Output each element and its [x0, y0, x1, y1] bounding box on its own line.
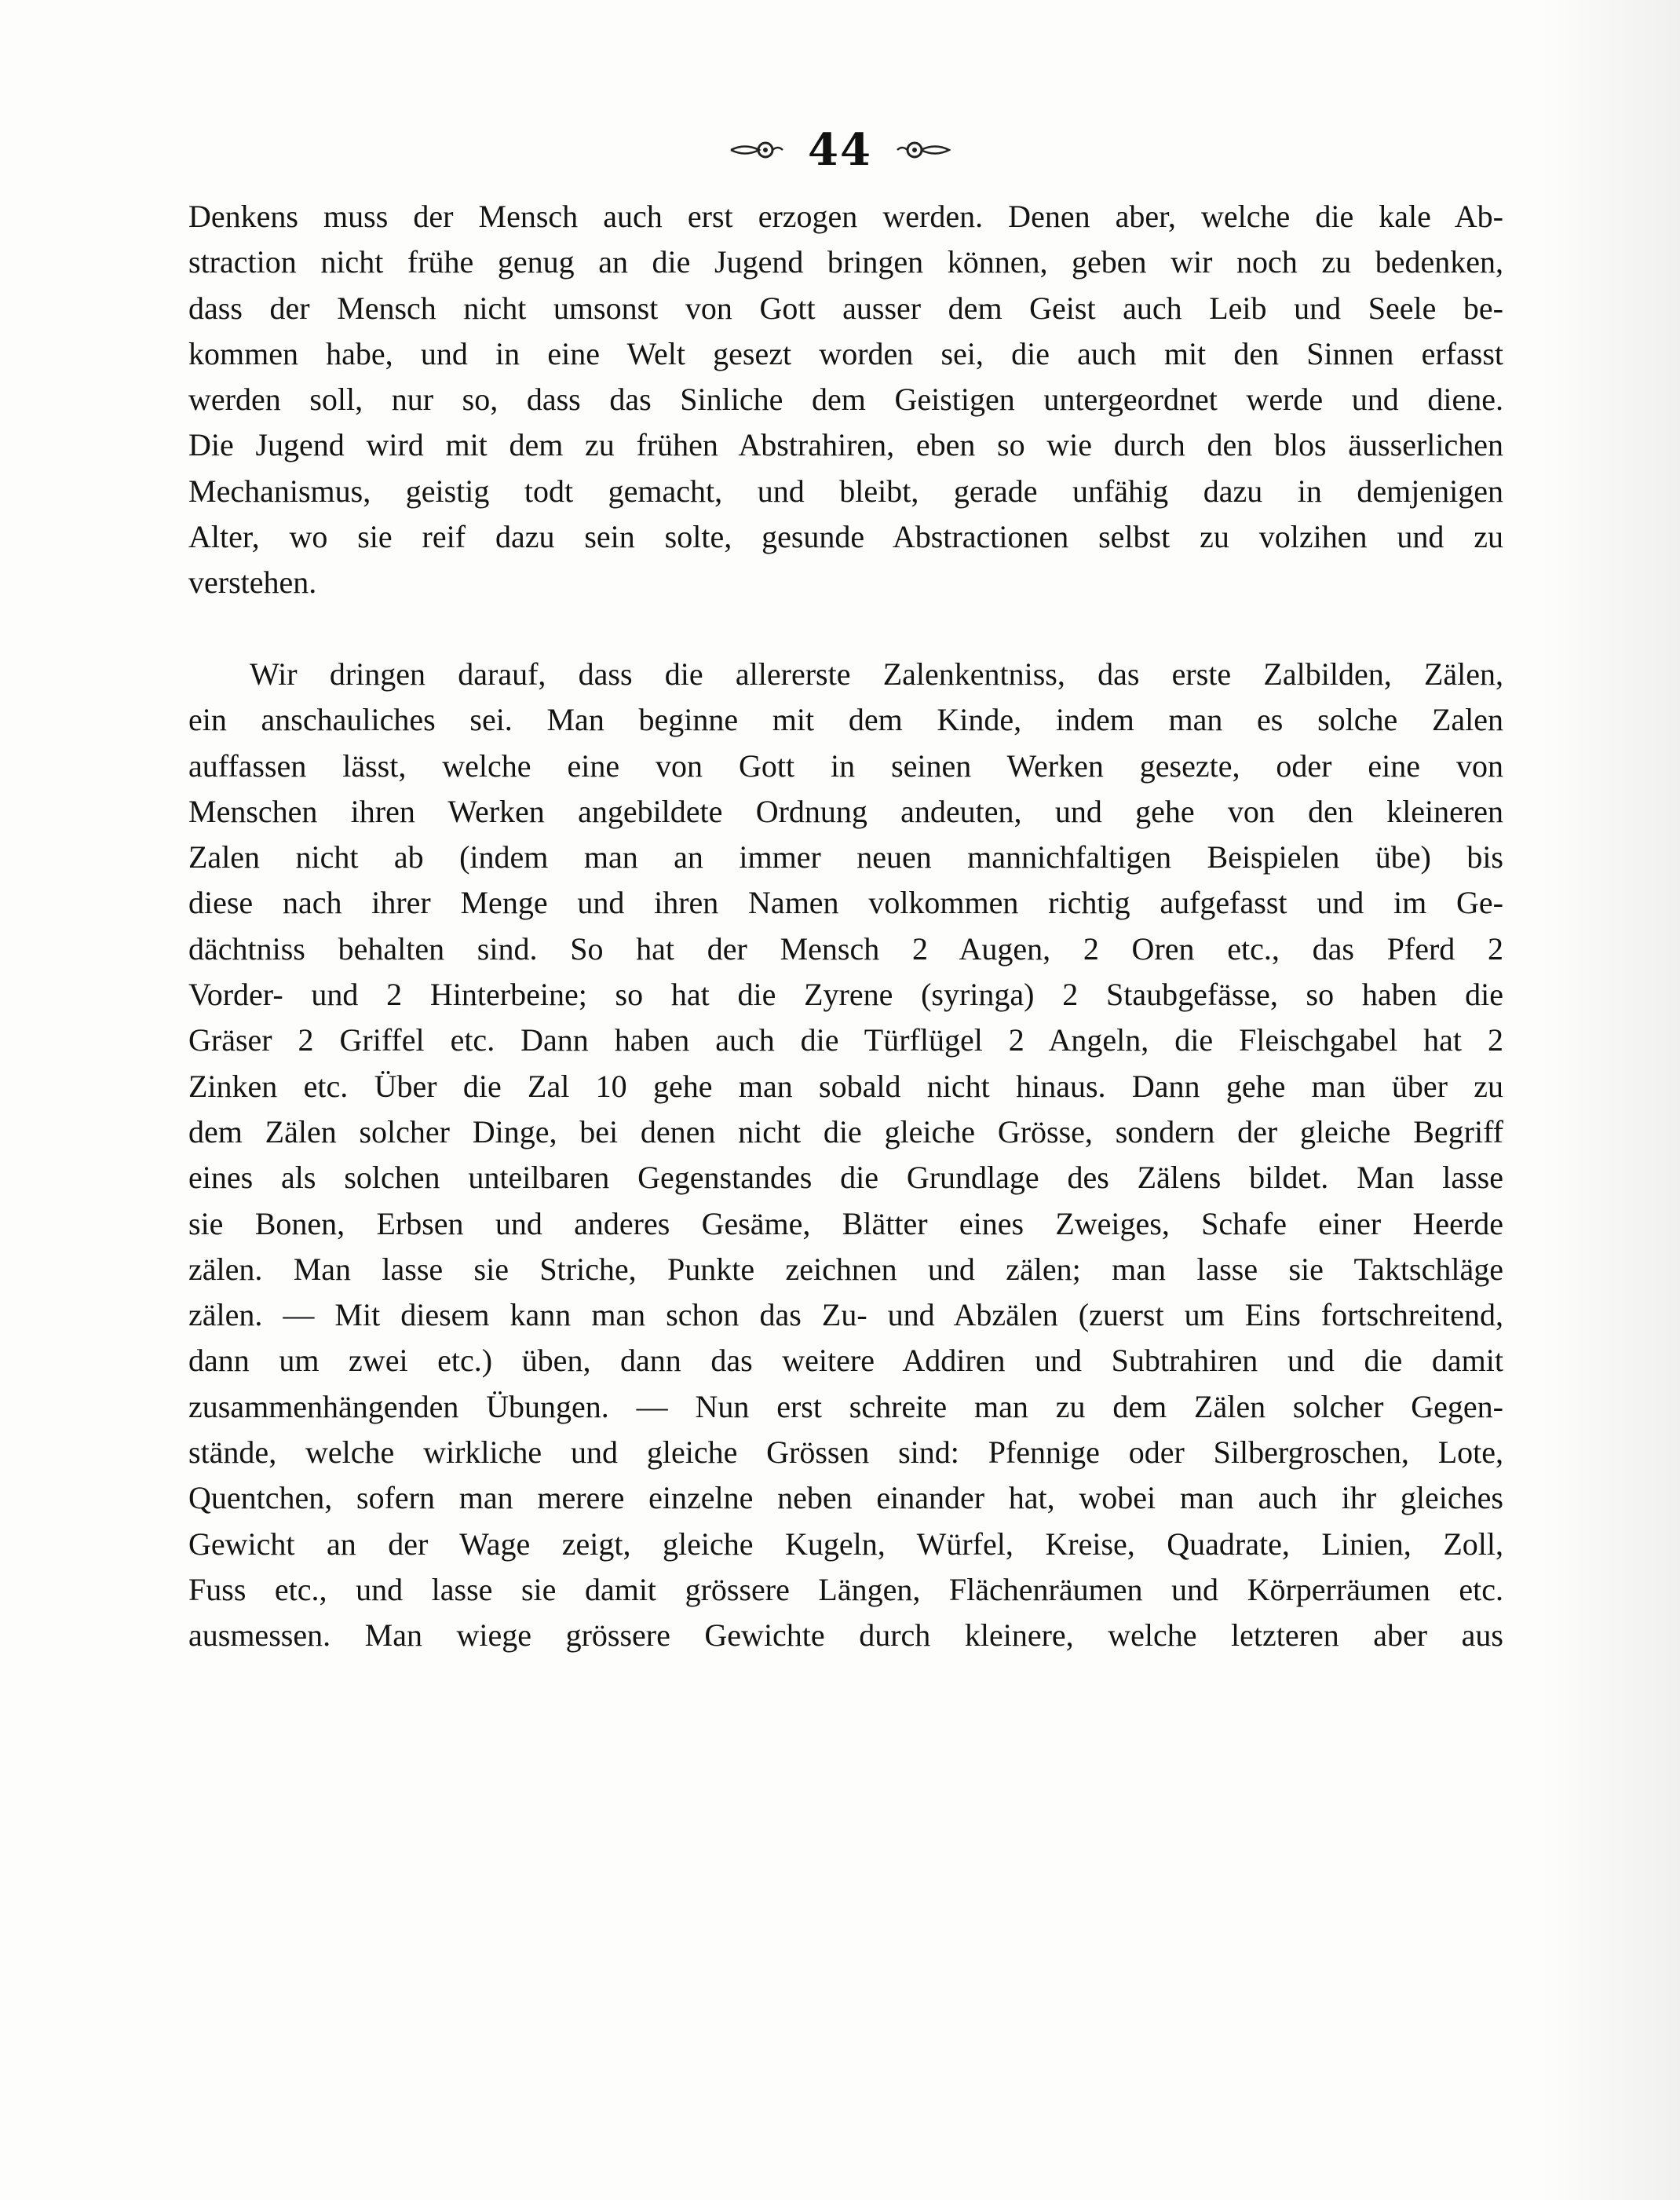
text-line: eines als solchen unteilbaren Gegenstandes die Grundlage des Zälens bildet. Man lasse	[188, 1160, 1503, 1196]
text-line: sie Bonen, Erbsen und anderes Gesäme, Blätter eines Zweiges, Schafe einer Heerde	[188, 1205, 1503, 1241]
text-line: diese nach ihrer Menge und ihren Namen volkommen richtig aufgefasst und im Ge-	[188, 885, 1503, 921]
text-line: Alter, wo sie reif dazu sein solte, gesunde Abstractionen selbst zu volzihen und zu	[188, 519, 1503, 555]
text-line: straction nicht frühe genug an die Jugend bringen können, geben wir noch zu bedenken,	[188, 244, 1503, 280]
text-line: Die Jugend wird mit dem zu frühen Abstrahiren, eben so wie durch den blos äusserlichen	[188, 427, 1503, 463]
left-ornament-icon	[729, 138, 784, 162]
text-line: werden soll, nur so, dass das Sinliche dem Geistigen untergeordnet werde und diene.	[188, 382, 1503, 418]
text-line: zälen. Man lasse sie Striche, Punkte zeichnen und zälen; man lasse sie Taktschläge	[188, 1251, 1503, 1287]
text-line: Gräser 2 Griffel etc. Dann haben auch die Türflügel 2 Angeln, die Fleischgabel hat 2	[188, 1022, 1503, 1058]
text-line: ausmessen. Man wiege grössere Gewichte durch kleinere, welche letzteren aber aus	[188, 1617, 1503, 1654]
text-line: Zalen nicht ab (indem man an immer neuen mannichfaltigen Beispielen übe) bis	[188, 839, 1503, 875]
text-line: zälen. — Mit diesem kann man schon das Zu- und Abzälen (zuerst um Eins fortschreitend,	[188, 1297, 1503, 1333]
text-line: Denkens muss der Mensch auch erst erzogen werden. Denen aber, welche die kale Ab-	[188, 199, 1503, 234]
text-line: Wir dringen darauf, dass die allererste Zalenkentniss, das erste Zalbilden, Zälen,	[250, 656, 1503, 692]
text-line: Vorder- und 2 Hinterbeine; so hat die Zyrene (syringa) 2 Staubgefässe, so haben die	[188, 977, 1503, 1013]
text-line: dass der Mensch nicht umsonst von Gott ausser dem Geist auch Leib und Seele be-	[188, 290, 1503, 326]
text-line: zusammenhängenden Übungen. — Nun erst schreite man zu dem Zälen solcher Gegen-	[188, 1388, 1503, 1424]
paragraph-gap	[188, 606, 1503, 652]
text-line: verstehen.	[188, 565, 317, 601]
text-line: kommen habe, und in eine Welt gesezt worden sei, die auch mit den Sinnen erfasst	[188, 335, 1503, 371]
text-line: Gewicht an der Wage zeigt, gleiche Kugeln, Würfel, Kreise, Quadrate, Linien, Zoll,	[188, 1526, 1503, 1562]
page-header	[0, 124, 1680, 176]
body-text	[188, 194, 1503, 1659]
text-line: Zinken etc. Über die Zal 10 gehe man sobald nicht hinaus. Dann gehe man über zu	[188, 1068, 1503, 1104]
right-ornament-icon	[896, 138, 951, 162]
text-line: dem Zälen solcher Dinge, bei denen nicht die gleiche Grösse, sondern der gleiche Begriff	[188, 1113, 1503, 1149]
text-line: Menschen ihren Werken angebildete Ordnung andeuten, und gehe von den kleineren	[188, 793, 1503, 829]
text-line: auffassen lässt, welche eine von Gott in seinen Werken gesezte, oder eine von	[188, 747, 1503, 784]
text-line: dächtniss behalten sind. So hat der Mensch 2 Augen, 2 Oren etc., das Pferd 2	[188, 930, 1503, 967]
text-line: stände, welche wirkliche und gleiche Grössen sind: Pfennige oder Silbergroschen, Lote,	[188, 1434, 1503, 1471]
text-line: Quentchen, sofern man merere einzelne neben einander hat, wobei man auch ihr gleiches	[188, 1480, 1503, 1516]
page-number: 44	[808, 124, 872, 176]
text-line: ein anschauliches sei. Man beginne mit dem Kinde, indem man es solche Zalen	[188, 702, 1503, 738]
text-line: Fuss etc., und lasse sie damit grössere Längen, Flächenräumen und Körperräumen etc.	[188, 1571, 1503, 1607]
text-line: Mechanismus, geistig todt gemacht, und bleibt, gerade unfähig dazu in demjenigen	[188, 473, 1503, 509]
page-edge-shadow	[1539, 0, 1680, 2200]
text-line: dann um zwei etc.) üben, dann das weitere Addiren und Subtrahiren und die damit	[188, 1343, 1503, 1379]
